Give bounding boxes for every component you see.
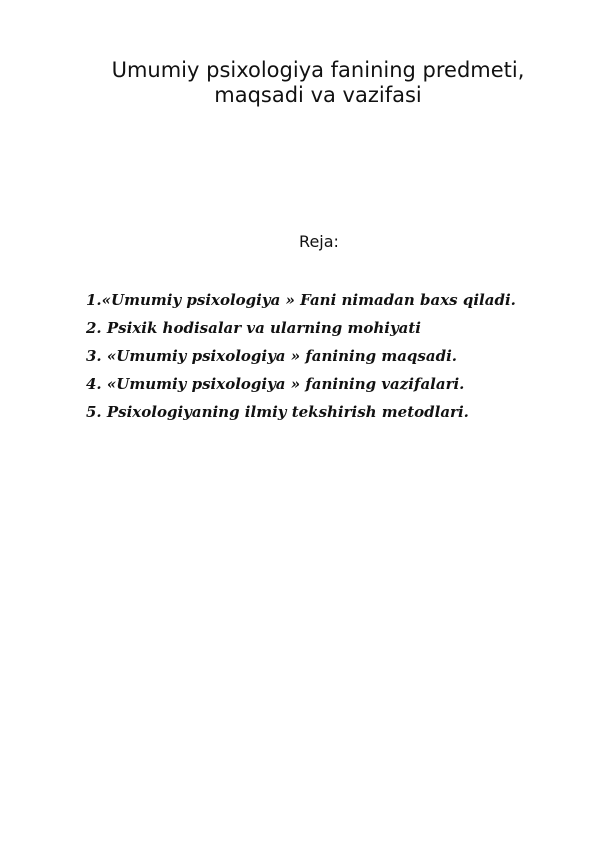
plan-heading: Reja:	[299, 232, 339, 251]
plan-item-5: 5. Psixologiyaning ilmiy tekshirish metodlari.	[86, 403, 469, 421]
plan-item-4: 4. «Umumiy psixologiya » fanining vazifalari.	[86, 375, 465, 393]
title-line-1: Umumiy psixologiya fanining predmeti,	[111, 58, 525, 82]
title-line-2: maqsadi va vazifasi	[214, 83, 422, 107]
plan-list	[86, 286, 586, 426]
plan-item-2: 2. Psixik hodisalar va ularning mohiyati	[86, 319, 422, 337]
plan-item-3: 3. «Umumiy psixologiya » fanining maqsadi.	[86, 347, 457, 365]
page-title	[40, 58, 596, 108]
plan-item-1: 1.«Umumiy psixologiya » Fani nimadan baxs qiladi.	[86, 291, 516, 309]
